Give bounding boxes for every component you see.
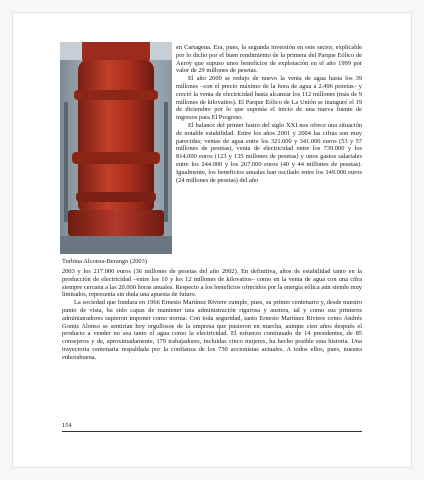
paragraph: El balance del primer lustro del siglo XXI nos ofrece una situación de notable estabilidad. Entre los años 2001 y 2004 las cifras son muy parecidas; ventas de agua entre los 321.000 y 341.000 euros (53 y 57 millones de pesetas), venta de electricidad entre los 739.000 y los 814.000 euros (123 y 135 millones de pesetas) y unos gastos salariales entre los 244.000 y los 267.000 euros (40 y 44 millones de pesetas). Igualmente, los beneficios anuales han oscilado entre los 149.000 euros (24 millones de pesetas) del año (176, 121, 362, 184)
text-body (62, 268, 362, 362)
page-number: 154 (62, 422, 72, 429)
text-column (176, 44, 362, 184)
page-rule (62, 431, 362, 432)
paragraph: El año 2000 se redujo de nuevo la venta de agua hasta los 39 millones –con el precio máximo de la hora de agua a 2.496 pesetas– y creció la venta de electricidad hasta alcanzar los 112 millones (más de 9 millones de kilovatios). El Parque Eólico de La Unión se inauguró el 19 de diciembre por lo que suponía el inicio de una nueva fuente de ingresos para El Progreso. (176, 75, 362, 122)
paragraph: 2003 y los 217.000 euros (36 millones de pesetas del año 2002). En definitiva, años de estabilidad tanto en la producción de electricidad –entre los 10 y los 12 millones de kilovatios– como en la venta de agua con una cifra siempre cercana a las 20.000 horas anuales. Respecto a los beneficios ofrecidos por la energía eólica aún siendo muy limitados, representa sin duda una apuesta de futuro. (62, 268, 362, 299)
paragraph: en Cartagena. Era, pues, la segunda inversión en este sector, explicable por lo dicho por el buen rendimiento de la primera del Parque Eólico de Aeroy que supuso unos beneficios de explotación en el año 1999 por valor de 29 millones de pesetas. (176, 44, 362, 75)
paragraph: La sociedad que fundara en 1966 Ernesto Martínez Riviere cumple, pues, su primer centenario y, desde nuestro punto de vista, ha sido capaz de mantener una administración rigurosa y austera, tal y como sus primeros administradores supieron imponer como norma. Con toda seguridad, tanto Ernesto Martínez Riviere como Andrés Gomis Alonso se sentirían hoy orgullosos de la empresa que pusieron en marcha, aunque cien años después el producto a vender no sea tanto el agua como la electricidad. El esfuerzo continuado de 14 presidentes, de 85 consejeros y de, aproximadamente, 179 trabajadores, incluidas cinco mujeres, ha hecho posible esta historia. Una trayectoria centenaria respaldada por la confianza de los 730 accionistas actuales. A todos ellos, pues, nuestra enhorabuena. (62, 299, 362, 361)
photo-caption: Turbina Alconza-Berango (2003) (62, 258, 147, 265)
turbine-photo (60, 42, 172, 254)
